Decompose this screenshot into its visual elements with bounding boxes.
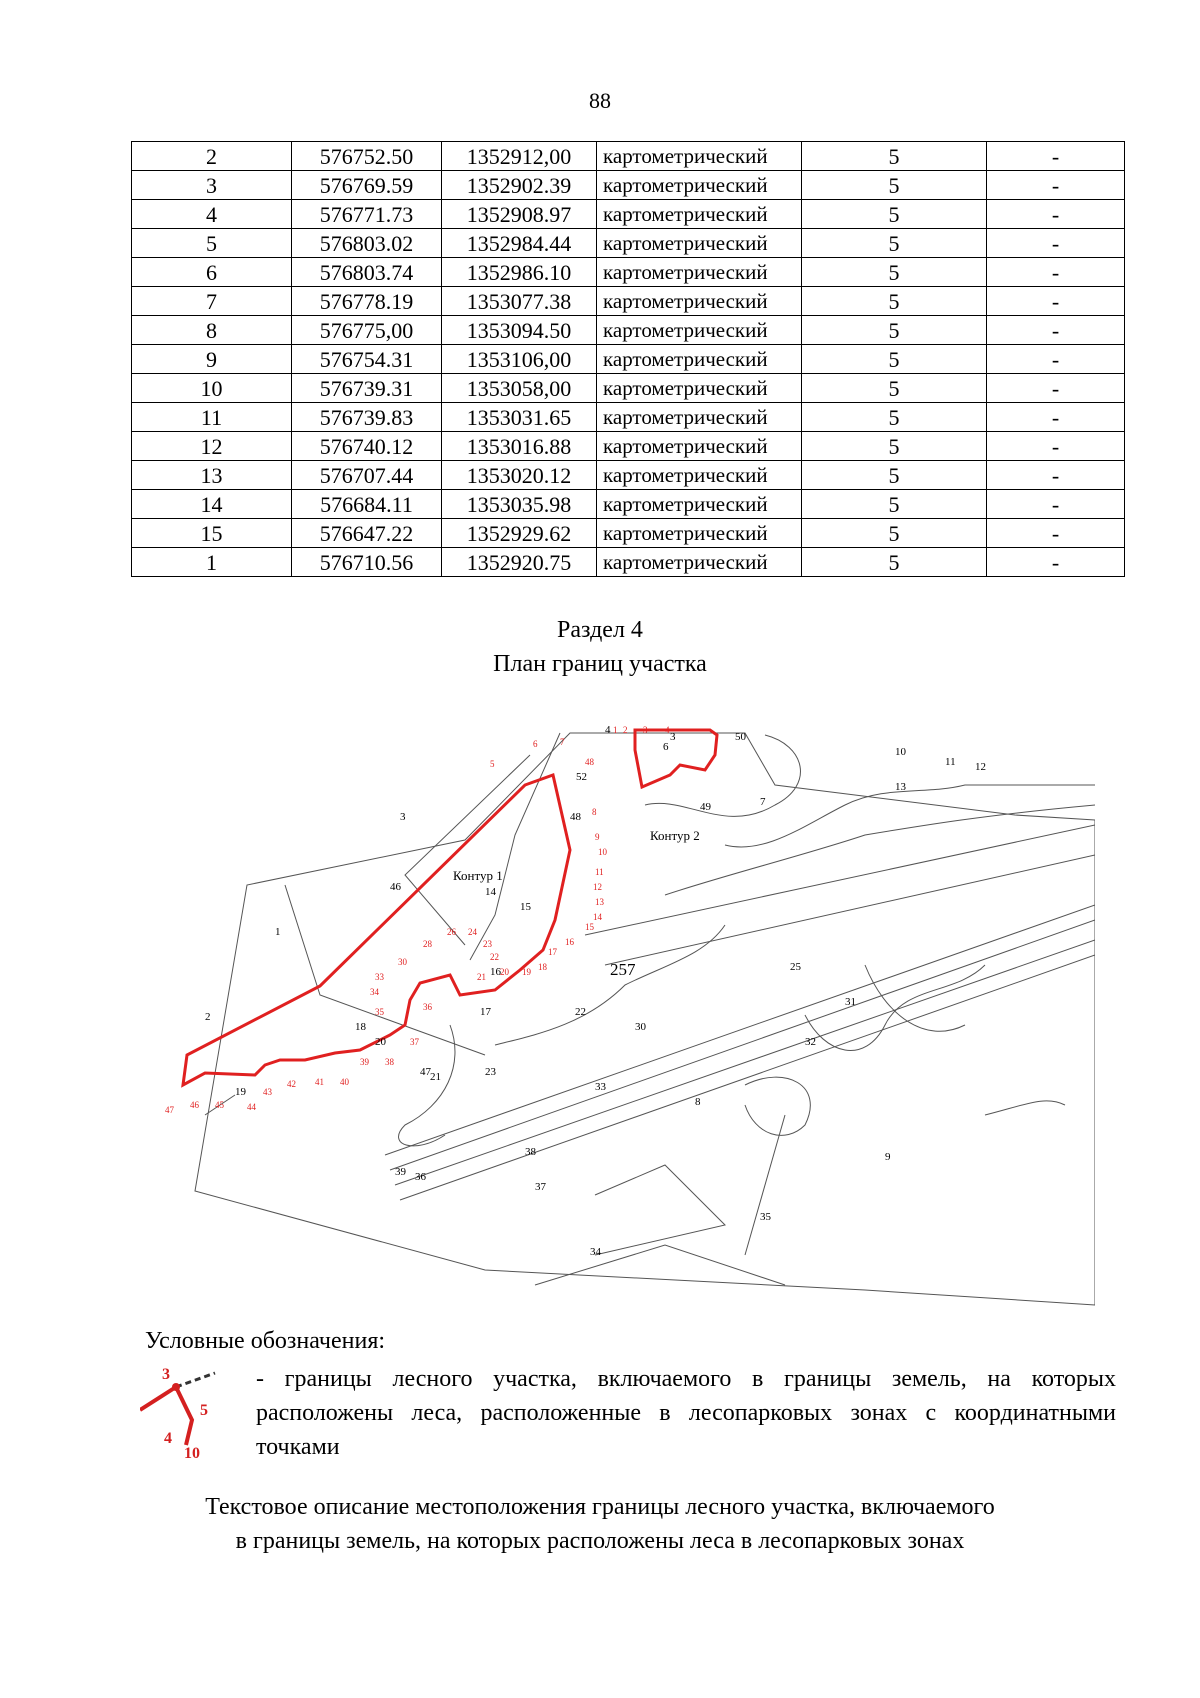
coordinate-point-label: 43	[263, 1087, 272, 1097]
road-line	[400, 955, 1095, 1200]
coordinate-point-label: 21	[477, 972, 486, 982]
table-cell: 5	[802, 287, 987, 316]
contour-2-label: Контур 2	[650, 828, 700, 843]
table-cell: 576739.31	[292, 374, 442, 403]
coordinate-point-label: 47	[165, 1105, 174, 1115]
table-cell: картометрический	[597, 490, 802, 519]
table-cell: -	[987, 432, 1125, 461]
table-cell: 5	[802, 490, 987, 519]
table-cell: 576707.44	[292, 461, 442, 490]
map-line	[805, 965, 985, 1050]
table-cell: 576684.11	[292, 490, 442, 519]
table-cell: 5	[802, 345, 987, 374]
svg-text:3: 3	[162, 1366, 170, 1383]
coordinate-point-label: 3	[643, 725, 648, 735]
coordinates-table	[131, 141, 1125, 577]
section-title: Раздел 4	[557, 617, 643, 643]
parcel-label: 9	[885, 1151, 891, 1163]
map-line	[470, 733, 560, 960]
table-cell: 4	[132, 200, 292, 229]
parcel-label: 7	[760, 796, 766, 808]
parcel-label: 35	[760, 1211, 771, 1223]
table-cell: 9	[132, 345, 292, 374]
parcel-label: 6	[663, 741, 669, 753]
table-cell: 5	[802, 548, 987, 577]
table-cell: 576752.50	[292, 142, 442, 171]
table-cell: 7	[132, 287, 292, 316]
map-line	[725, 785, 1095, 847]
table-cell: 5	[802, 461, 987, 490]
table-cell: -	[987, 548, 1125, 577]
table-cell: 1353016.88	[442, 432, 597, 461]
parcel-label: 2	[205, 1011, 211, 1023]
table-cell: 15	[132, 519, 292, 548]
table-row	[132, 171, 1125, 200]
table-cell: 5	[802, 403, 987, 432]
parcel-label: 23	[485, 1066, 496, 1078]
parcel-label: 15	[520, 901, 531, 913]
map-line	[865, 965, 965, 1031]
table-cell: -	[987, 171, 1125, 200]
table-row	[132, 200, 1125, 229]
coordinate-point-label: 11	[595, 867, 604, 877]
parcel-label: 16	[490, 966, 501, 978]
coordinate-point-label: 20	[500, 967, 509, 977]
table-cell: 13	[132, 461, 292, 490]
coordinate-point-label: 48	[585, 757, 594, 767]
table-row	[132, 461, 1125, 490]
coordinate-point-label: 46	[190, 1100, 199, 1110]
table-cell: 576710.56	[292, 548, 442, 577]
table-cell: -	[987, 287, 1125, 316]
table-cell: 5	[132, 229, 292, 258]
table-cell: 11	[132, 403, 292, 432]
parcel-label: 50	[735, 731, 746, 743]
coordinate-point-label: 12	[593, 882, 602, 892]
table-row	[132, 548, 1125, 577]
table-cell: 3	[132, 171, 292, 200]
table-cell: 576775,00	[292, 316, 442, 345]
table-row	[132, 287, 1125, 316]
table-cell: -	[987, 374, 1125, 403]
table-cell: 1353031.65	[442, 403, 597, 432]
coordinate-point-label: 8	[592, 807, 597, 817]
parcel-label: 25	[790, 961, 801, 973]
table-cell: 5	[802, 432, 987, 461]
table-cell: 1352984.44	[442, 229, 597, 258]
map-svg	[165, 725, 1095, 1320]
coordinate-point-label: 38	[385, 1057, 394, 1067]
coordinate-point-label: 42	[287, 1079, 296, 1089]
table-cell: -	[987, 229, 1125, 258]
coordinate-point-label: 24	[468, 927, 477, 937]
svg-text:5: 5	[200, 1402, 208, 1419]
table-cell: -	[987, 200, 1125, 229]
boundary-plan-map	[165, 725, 1095, 1320]
contour-2-boundary	[635, 730, 717, 787]
table-cell: 12	[132, 432, 292, 461]
parcel-label: 52	[576, 771, 587, 783]
boundary-legend-icon	[140, 1365, 240, 1460]
parcel-label: 46	[390, 881, 401, 893]
table-cell: -	[987, 345, 1125, 374]
table-cell: картометрический	[597, 461, 802, 490]
table-cell: -	[987, 461, 1125, 490]
table-cell: 1352986.10	[442, 258, 597, 287]
coordinate-point-label: 5	[490, 759, 495, 769]
parcel-label: 11	[945, 756, 956, 768]
parcel-label: 34	[590, 1246, 601, 1258]
coordinate-point-label: 23	[483, 939, 492, 949]
table-row	[132, 258, 1125, 287]
parcel-label: 19	[235, 1086, 246, 1098]
coordinate-point-label: 39	[360, 1057, 369, 1067]
table-cell: 1353035.98	[442, 490, 597, 519]
coordinate-point-label: 30	[398, 957, 407, 967]
table-cell: 5	[802, 229, 987, 258]
map-line	[745, 1115, 785, 1255]
table-row	[132, 490, 1125, 519]
table-cell: 5	[802, 519, 987, 548]
table-row	[132, 142, 1125, 171]
coordinate-point-label: 16	[565, 937, 574, 947]
table-cell: -	[987, 519, 1125, 548]
parcel-label: 1	[275, 926, 281, 938]
table-cell: 1353106,00	[442, 345, 597, 374]
table-cell: 14	[132, 490, 292, 519]
coordinate-point-label: 26	[447, 927, 456, 937]
table-row	[132, 229, 1125, 258]
parcel-label: 20	[375, 1036, 386, 1048]
table-cell: картометрический	[597, 403, 802, 432]
table-cell: -	[987, 403, 1125, 432]
table-cell: картометрический	[597, 432, 802, 461]
table-cell: 576740.12	[292, 432, 442, 461]
coordinate-point-label: 13	[595, 897, 604, 907]
map-line	[605, 855, 1095, 965]
map-line	[985, 1101, 1065, 1115]
coordinate-point-label: 10	[598, 847, 607, 857]
parcel-label: 10	[895, 746, 906, 758]
parcel-label: 32	[805, 1036, 816, 1048]
parcel-label: 3	[400, 811, 406, 823]
table-cell: картометрический	[597, 200, 802, 229]
table-row	[132, 374, 1125, 403]
table-row	[132, 519, 1125, 548]
parcel-label: 22	[575, 1006, 586, 1018]
parcel-label: 14	[485, 886, 496, 898]
coordinate-point-label: 41	[315, 1077, 324, 1087]
table-cell: 5	[802, 316, 987, 345]
parcel-label: 47	[420, 1066, 431, 1078]
parcel-label: 13	[895, 781, 906, 793]
parcel-257-label: 257	[610, 960, 636, 979]
table-cell: 1	[132, 548, 292, 577]
table-cell: 6	[132, 258, 292, 287]
table-cell: картометрический	[597, 345, 802, 374]
parcel-label: 18	[355, 1021, 366, 1033]
contour-1-label: Контур 1	[453, 868, 503, 883]
description-line-2: в границы земель, на которых расположены леса в лесопарковых зонах	[235, 1528, 965, 1554]
table-cell: 5	[802, 374, 987, 403]
page-number: 88	[589, 88, 611, 113]
coordinate-point-label: 6	[533, 739, 538, 749]
table-cell: 10	[132, 374, 292, 403]
text-description-heading	[120, 1490, 1080, 1558]
parcel-label: 49	[700, 801, 711, 813]
table-cell: 5	[802, 171, 987, 200]
table-row	[132, 345, 1125, 374]
coordinate-point-label: 33	[375, 972, 384, 982]
coordinate-point-label: 37	[410, 1037, 419, 1047]
map-line	[665, 805, 1095, 895]
table-cell: -	[987, 490, 1125, 519]
coordinate-point-label: 15	[585, 922, 594, 932]
coordinate-point-label: 7	[560, 737, 565, 747]
table-cell: картометрический	[597, 287, 802, 316]
table-cell: 576647.22	[292, 519, 442, 548]
table-cell: 1353094.50	[442, 316, 597, 345]
table-cell: 5	[802, 258, 987, 287]
parcel-label: 37	[535, 1181, 546, 1193]
parcel-label: 39	[395, 1166, 406, 1178]
svg-text:4: 4	[164, 1430, 172, 1447]
coordinate-point-label: 36	[423, 1002, 432, 1012]
map-outline	[195, 733, 1095, 1305]
map-line	[745, 1077, 810, 1135]
coordinate-point-label: 19	[522, 967, 531, 977]
table-cell: 1352912,00	[442, 142, 597, 171]
table-row	[132, 403, 1125, 432]
table-cell: -	[987, 316, 1125, 345]
coordinate-point-label: 1	[613, 725, 618, 735]
description-line-1: Текстовое описание местоположения границы лесного участка, включаемого	[205, 1494, 995, 1520]
table-cell: картометрический	[597, 548, 802, 577]
parcel-label: 4	[605, 725, 611, 736]
table-cell: 576771.73	[292, 200, 442, 229]
parcel-label: 21	[430, 1071, 441, 1083]
parcel-label: 8	[695, 1096, 701, 1108]
map-line	[595, 1165, 725, 1255]
table-cell: картометрический	[597, 142, 802, 171]
table-cell: 576803.02	[292, 229, 442, 258]
table-cell: картометрический	[597, 258, 802, 287]
coordinate-point-label: 17	[548, 947, 557, 957]
table-cell: картометрический	[597, 374, 802, 403]
table-row	[132, 432, 1125, 461]
table-cell: 8	[132, 316, 292, 345]
map-line	[399, 1025, 455, 1146]
coordinate-point-label: 22	[490, 952, 499, 962]
table-cell: 1353020.12	[442, 461, 597, 490]
coordinate-point-label: 40	[340, 1077, 349, 1087]
map-line	[495, 925, 725, 1045]
table-row	[132, 316, 1125, 345]
parcel-label: 3	[670, 731, 676, 743]
parcel-label: 30	[635, 1021, 646, 1033]
coordinate-point-label: 14	[593, 912, 602, 922]
coordinate-point-label: 2	[623, 725, 628, 735]
coordinate-point-label: 18	[538, 962, 547, 972]
table-cell: 576739.83	[292, 403, 442, 432]
parcel-label: 31	[845, 996, 856, 1008]
table-cell: 1352908.97	[442, 200, 597, 229]
coordinate-point-label: 9	[595, 832, 600, 842]
table-cell: -	[987, 142, 1125, 171]
table-cell: -	[987, 258, 1125, 287]
parcel-label: 12	[975, 761, 986, 773]
table-cell: 1353077.38	[442, 287, 597, 316]
table-cell: 576754.31	[292, 345, 442, 374]
table-cell: 1352920.75	[442, 548, 597, 577]
table-cell: картометрический	[597, 316, 802, 345]
table-cell: 2	[132, 142, 292, 171]
table-cell: 1353058,00	[442, 374, 597, 403]
table-cell: картометрический	[597, 229, 802, 258]
parcel-label: 38	[525, 1146, 536, 1158]
section-subtitle: План границ участка	[493, 651, 707, 677]
table-cell: 1352902.39	[442, 171, 597, 200]
table-cell: картометрический	[597, 519, 802, 548]
coordinate-point-label: 45	[215, 1100, 224, 1110]
coordinate-point-label: 35	[375, 1007, 384, 1017]
table-cell: 5	[802, 200, 987, 229]
parcel-label: 48	[570, 811, 581, 823]
svg-text:10: 10	[184, 1445, 200, 1460]
parcel-label: 36	[415, 1171, 426, 1183]
coordinate-point-label: 34	[370, 987, 379, 997]
coordinate-point-label: 28	[423, 939, 432, 949]
coordinate-point-label: 4	[665, 725, 670, 735]
table-cell: 576769.59	[292, 171, 442, 200]
table-cell: картометрический	[597, 171, 802, 200]
legend-title: Условные обозначения:	[145, 1328, 386, 1354]
table-cell: 576778.19	[292, 287, 442, 316]
table-cell: 5	[802, 142, 987, 171]
table-cell: 1352929.62	[442, 519, 597, 548]
parcel-label: 17	[480, 1006, 491, 1018]
coordinate-point-label: 44	[247, 1102, 256, 1112]
parcel-label: 33	[595, 1081, 606, 1093]
table-cell: 576803.74	[292, 258, 442, 287]
map-line	[285, 885, 485, 1055]
legend-text: - границы лесного участка, включаемого в границы земель, на которых расположены леса, расположенные в лесопарковых зонах с координатными точками	[256, 1366, 1116, 1460]
